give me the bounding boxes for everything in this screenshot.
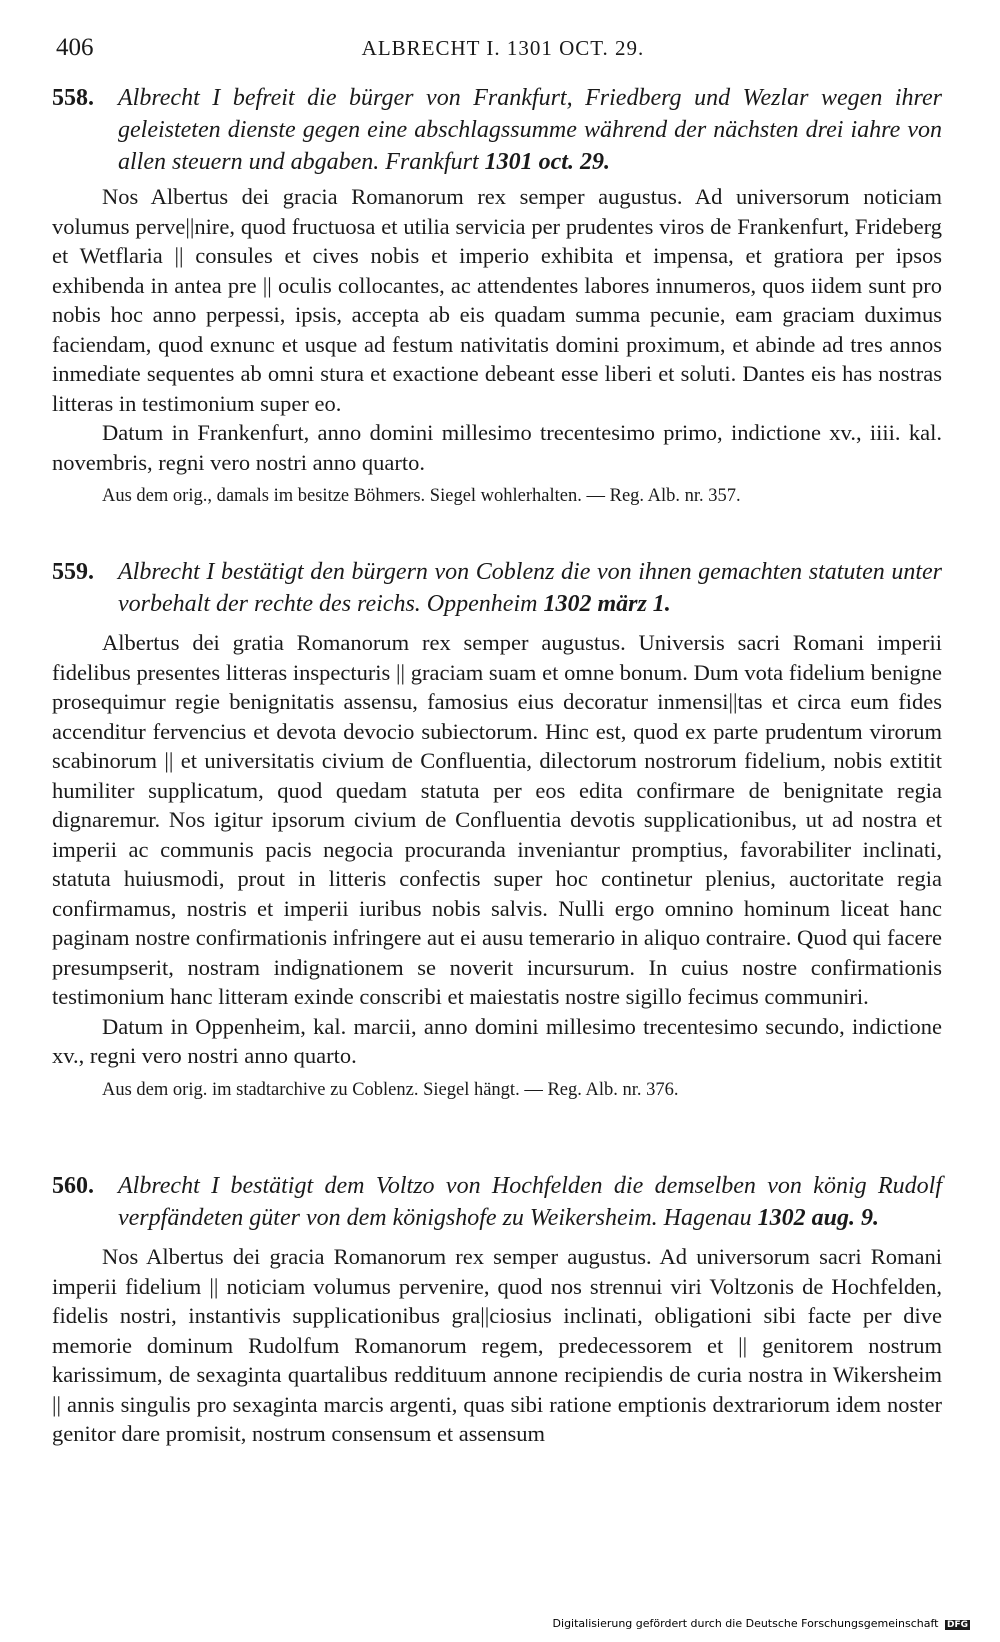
running-title: ALBRECHT I. 1301 OCT. 29. [361,36,645,60]
regest-heading [52,1170,942,1234]
charter-text: Nos Albertus dei gracia Romanorum rex semper augustus. Ad universorum sacri Romani imperii fidelium || noticiam volumus pervenire, quod nos strennui viri Voltzonis de Hochfelden, fidelis nostri, instantivis supplicationibus gra||ciosius inclinati, obligationi sibi facte per dive memorie dominum Rudolfum Romanorum regem, predecessorem et || genitorem nostrum karissimum, de sexaginta quartalibus reddituum annone recipiendis de curia nostra in Wikersheim || annis singulis pro sexaginta marcis argenti, quas sibi ratione emptionis dextrariorum idem noster genitor dare promisit, nostrum consensum et assensum [52,1244,942,1446]
credit-text: Digitalisierung gefördert durch die Deutsche Forschungsgemeinschaft [552,1617,939,1630]
charter-text: Albertus dei gratia Romanorum rex semper augustus. Universis sacri Romani imperii fidelibus presentes litteras inspecturis || graciam suam et omne bonum. Dum vota fidelium benigne prosequimur regie benignitatis assensu, famosius eius decoratur inmensi||tas et circa eum fides accenditur fervencius et devota devocio subiectorum. Hinc est, quod ex parte prudentum virorum scabinorum || et universitatis civium de Confluentia, dilectorum nostrorum fidelium, nobis extitit humiliter supplicatum, quod quedam statuta per eos edita confirmare de benignitate regia dignaremur. Nos igitur ipsorum civium de Confluentia devotis supplicationibus, ut ad nostra et imperii ac communis pacis negocia procuranda inveniantur promptius, favorabiliter inclinati, statuta huiusmodi, prout in litteris confectis super hoc continetur plenius, auctoritate regia confirmamus, nostris et imperii iuribus nobis salvis. Nulli ergo omnino hominum liceat hanc paginam nostre confirmationis infringere aut ei ausu temerario in aliquo contraire. Quod qui facere presumpserit, nostram indignationem se noverit incursurum. In cuius nostre confirmationis testimonium hanc litteram exinde conscribi et maiestatis nostre sigillo fecimus communiri. [52,630,942,1009]
page-header [56,34,950,68]
entry-number: 560. [52,1173,94,1199]
regest-heading [52,556,942,620]
regest-date: 1302 märz 1. [543,591,671,617]
entry-558 [52,82,942,509]
dfg-logo: DFG [946,1620,968,1630]
page-number: 406 [56,34,94,61]
regest-text: Albrecht I befreit die bürger von Frankfurt, Friedberg und Wezlar wegen ihrer geleisteten dienste gegen eine abschlagssumme während der nächsten drei iahre von allen steuern und abgaben. Frankfurt [118,85,942,175]
entry-559 [52,556,942,1103]
datum-line: Datum in Frankenfurt, anno domini millesimo trecentesimo primo, indictione xv., iiii. kal. novembris, regni vero nostri anno quarto. [52,420,942,475]
datum-line: Datum in Oppenheim, kal. marcii, anno domini millesimo trecentesimo secundo, indictione xv., regni vero nostri anno quarto. [52,1013,942,1068]
charter-text: Nos Albertus dei gracia Romanorum rex semper augustus. Ad universorum noticiam volumus perve||nire, quod fructuosa et utilia servicia per prudentes viros de Frankenfurt, Frideberg et Wetflaria || consules et cives nobis et imperio exhibita et impensa, et gratiora per ipsos exhibenda in antea pre || oculis collocantes, ac attendentes labores innumeros, quos iidem sunt pro nobis hoc anno perpessi, ipsis, accepta ab eis quadam summa pecunie, eam graciam duximus faciendam, quod exnunc et usque ad festum nativitatis domini proximum, et abinde ad tres annos inmediate sequentes ab omni stura et exactione debeant esse liberi et soluti. Dantes eis has nostras litteras in testimonium super eo. [52,184,942,416]
entry-number: 559. [52,559,94,585]
entry-number: 558. [52,85,94,111]
source-note: Aus dem orig., damals im besitze Böhmers. Siegel wohlerhalten. — Reg. Alb. nr. 357. [102,486,741,506]
source-note: Aus dem orig. im stadtarchive zu Coblenz. Siegel hängt. — Reg. Alb. nr. 376. [102,1079,679,1100]
entry-560 [52,1170,942,1449]
regest-text: Albrecht I bestätigt den bürgern von Coblenz die von ihnen gemachten statuten unter vorbehalt der rechte des reichs. Oppenheim [118,559,942,617]
digitization-credit [553,1617,970,1630]
regest-date: 1301 oct. 29. [484,149,610,175]
regest-heading [52,82,942,178]
regest-date: 1302 aug. 9. [757,1205,879,1231]
regest-text: Albrecht I bestätigt dem Voltzo von Hochfelden die demselben von könig Rudolf verpfändeten güter von dem königshofe zu Weikersheim. Hagenau [118,1173,942,1231]
